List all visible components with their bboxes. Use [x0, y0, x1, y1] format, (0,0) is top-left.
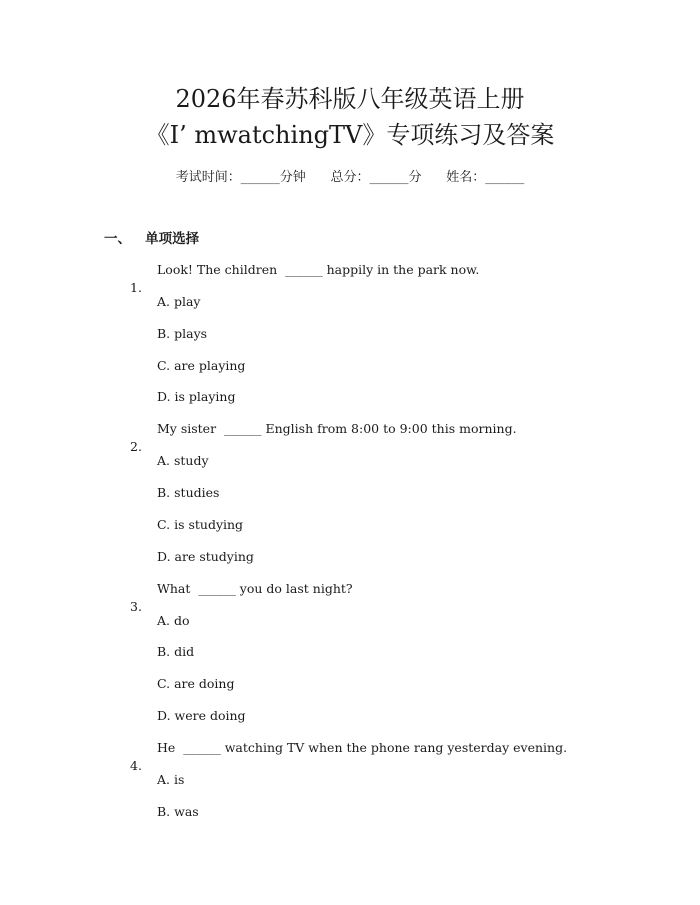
- option-c: C. is studying: [157, 517, 244, 532]
- option-b: B. was: [157, 804, 199, 819]
- option-c: C. are playing: [157, 358, 246, 373]
- option-a: A. is: [157, 772, 185, 787]
- question-text: Look! The children ______ happily in the park now.: [157, 262, 480, 277]
- document-title-line-2: 《I’ mwatchingTV》专项练习及答案: [145, 121, 555, 149]
- section-title: 单项选择: [145, 231, 200, 247]
- section-heading: [104, 229, 199, 249]
- question-number: 1.: [130, 280, 142, 295]
- question-1: [0, 261, 142, 297]
- option-a: A. do: [157, 613, 190, 628]
- question-4: [0, 739, 142, 775]
- question-number: 4.: [130, 758, 142, 773]
- question-text: What ______ you do last night?: [157, 581, 353, 596]
- question-text: My sister ______ English from 8:00 to 9:00 this morning.: [157, 421, 517, 436]
- question-2: [0, 420, 142, 456]
- section-number: 一、: [104, 231, 131, 247]
- option-b: B. plays: [157, 326, 208, 341]
- option-d: D. were doing: [157, 708, 246, 723]
- option-a: A. play: [157, 294, 201, 309]
- option-a: A. study: [157, 453, 209, 468]
- option-d: D. is playing: [157, 389, 236, 404]
- option-c: C. are doing: [157, 676, 235, 691]
- question-text: He ______ watching TV when the phone rang yesterday evening.: [157, 740, 568, 755]
- question-number: 3.: [130, 599, 142, 614]
- document-title-line-1: 2026年春苏科版八年级英语上册: [175, 85, 525, 113]
- question-number: 2.: [130, 439, 142, 454]
- option-b: B. studies: [157, 485, 220, 500]
- question-3: [0, 580, 142, 616]
- option-b: B. did: [157, 644, 195, 659]
- option-d: D. are studying: [157, 549, 254, 564]
- exam-info: 考试时间：______分钟 总分：______分 姓名：______: [175, 170, 525, 185]
